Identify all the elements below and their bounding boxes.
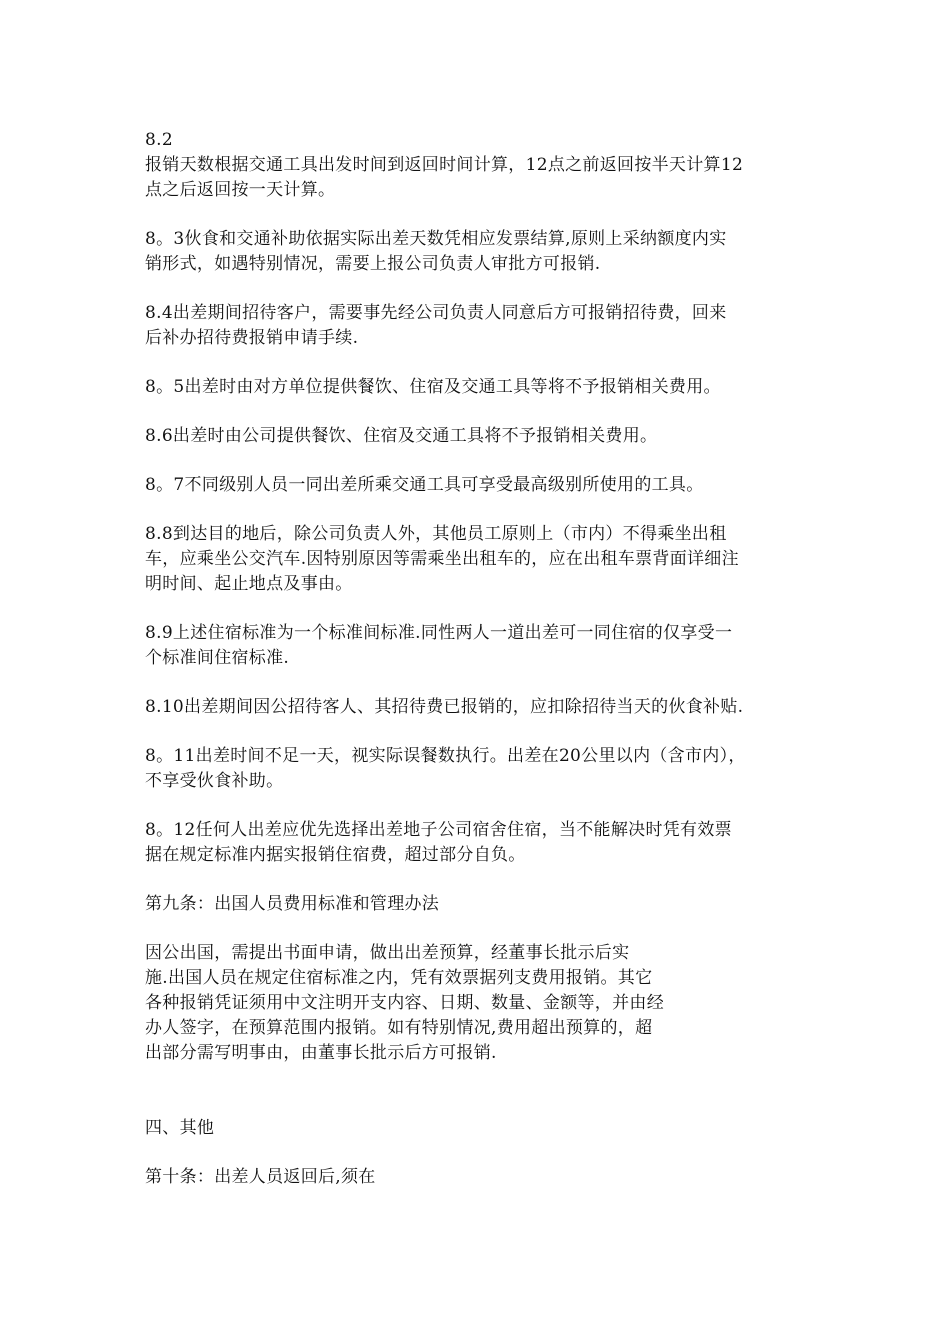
text-line: 车，应乘坐公交汽车.因特别原因等需乘坐出租车的，应在出租车票背面详细注 (145, 549, 739, 569)
clause-8-3 (145, 227, 810, 277)
text-line: 8。12任何人出差应优先选择出差地子公司宿舍住宿，当不能解决时凭有效票 (145, 820, 732, 840)
text-line: 据在规定标准内据实报销住宿费，超过部分自负。 (145, 845, 526, 865)
article-9-heading (145, 892, 810, 917)
heading-text: 第十条：出差人员返回后,须在 (145, 1167, 376, 1187)
text-line: 不享受伙食补助。 (145, 771, 284, 791)
text-line: 点之后返回按一天计算。 (145, 180, 336, 200)
text-line: 8.6出差时由公司提供餐饮、住宿及交通工具将不予报销相关费用。 (145, 426, 658, 446)
text-line: 销形式，如遇特别情况，需要上报公司负责人审批方可报销. (145, 254, 601, 274)
clause-8-9 (145, 621, 810, 671)
text-line: 8。5出差时由对方单位提供餐饮、住宿及交通工具等将不予报销相关费用。 (145, 377, 721, 397)
text-line: 出部分需写明事由，由董事长批示后方可报销. (145, 1043, 497, 1063)
text-line: 8.2 (145, 130, 173, 150)
text-line: 8.9上述住宿标准为一个标准间标准.同性两人一道出差可一同住宿的仅享受一 (145, 623, 733, 643)
text-line: 8。11出差时间不足一天，视实际误餐数执行。出差在20公里以内（含市内）， (145, 746, 746, 766)
clause-8-7 (145, 473, 810, 498)
section-4-heading (145, 1116, 810, 1141)
text-line: 因公出国，需提出书面申请，做出出差预算，经董事长批示后实 (145, 943, 630, 963)
text-line: 办人签字，在预算范围内报销。如有特别情况,费用超出预算的，超 (145, 1018, 653, 1038)
clause-8-5 (145, 375, 810, 400)
article-10-heading (145, 1165, 810, 1190)
clause-8-6 (145, 424, 810, 449)
clause-8-11 (145, 744, 810, 794)
clause-8-2 (145, 128, 810, 203)
text-line: 明时间、起止地点及事由。 (145, 574, 353, 594)
clause-8-4 (145, 301, 810, 351)
text-line: 8.10出差期间因公招待客人、其招待费已报销的，应扣除招待当天的伙食补贴. (145, 697, 744, 717)
document-page (145, 128, 810, 1214)
text-line: 8。7不同级别人员一同出差所乘交通工具可享受最高级别所使用的工具。 (145, 475, 704, 495)
text-line: 8.8到达目的地后，除公司负责人外，其他员工原则上（市内）不得乘坐出租 (145, 524, 727, 544)
text-line: 报销天数根据交通工具出发时间到返回时间计算，12点之前返回按半天计算12 (145, 155, 744, 175)
text-line: 8.4出差期间招待客户，需要事先经公司负责人同意后方可报销招待费，回来 (145, 303, 727, 323)
text-line: 个标准间住宿标准. (145, 648, 290, 668)
heading-text: 第九条：出国人员费用标准和管理办法 (145, 894, 440, 914)
heading-text: 四、其他 (145, 1118, 215, 1138)
text-line: 施.出国人员在规定住宿标准之内，凭有效票据列支费用报销。其它 (145, 968, 653, 988)
clause-8-12 (145, 818, 810, 868)
text-line: 8。3伙食和交通补助依据实际出差天数凭相应发票结算,原则上采纳额度内实 (145, 229, 727, 249)
article-9-body (145, 941, 715, 1066)
clause-8-8 (145, 522, 810, 597)
text-line: 后补办招待费报销申请手续. (145, 328, 359, 348)
clause-8-10 (145, 695, 810, 720)
text-line: 各种报销凭证须用中文注明开支内容、日期、数量、金额等，并由经 (145, 993, 664, 1013)
